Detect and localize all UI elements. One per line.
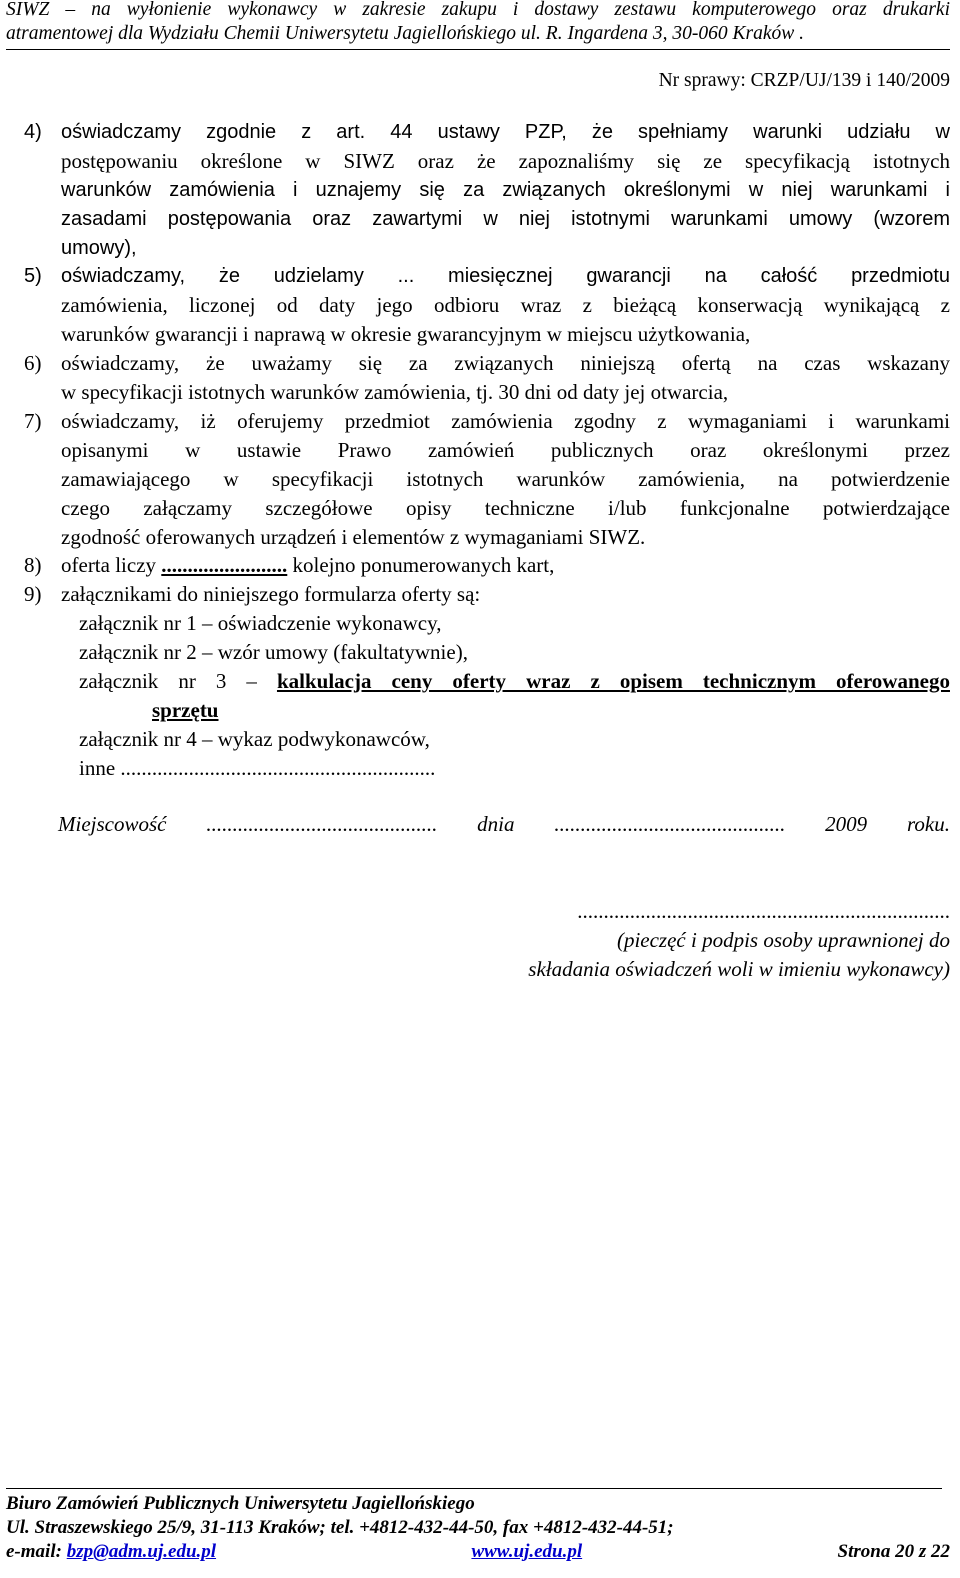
signature-caption-line1: (pieczęć i podpis osoby uprawnionej do: [616, 928, 950, 952]
attachment-2: załącznik nr 2 – wzór umowy (fakultatywnie),: [79, 640, 468, 664]
footer-website-link[interactable]: www.uj.edu.pl: [471, 1541, 583, 1562]
list-item-line: postępowaniu określone w SIWZ oraz że zapoznaliśmy się ze specyfikacją istotnych: [61, 149, 950, 173]
list-item-number: 8): [24, 553, 42, 577]
attachment-3: [79, 667, 950, 696]
page-count-suffix: kolejno ponumerowanych kart,: [292, 553, 555, 577]
case-number: Nr sprawy: CRZP/UJ/139 i 140/2009: [658, 70, 950, 91]
footer-email-link[interactable]: bzp@adm.uj.edu.pl: [66, 1541, 217, 1562]
page-count-label: oferta liczy: [61, 553, 157, 577]
list-item-number: 9): [24, 582, 42, 606]
list-item-line: umowy),: [61, 237, 137, 259]
footer-contact: [6, 1540, 950, 1564]
list-item-line: oświadczamy zgodnie z art. 44 ustawy PZP, że spełniamy warunki udziału w: [61, 121, 950, 143]
signature-caption-line2: składania oświadczeń woli w imieniu wykonawcy): [528, 957, 950, 981]
attachment-4: załącznik nr 4 – wykaz podwykonawców,: [79, 727, 430, 751]
list-item-number: 5): [24, 265, 42, 287]
list-item-number: 7): [24, 409, 42, 433]
header-title-line1: SIWZ – na wyłonienie wykonawcy w zakresie zakupu i dostawy zestawu komputerowego oraz drukarki: [6, 0, 950, 20]
list-item-line: opisanymi w ustawie Prawo zamówień publicznych oraz określonymi przez: [61, 438, 950, 462]
place-date-line[interactable]: Miejscowość ............................................ dnia ............................................ 2009 roku.: [58, 812, 950, 836]
header-title-line2: atramentowej dla Wydziału Chemii Uniwersytetu Jagiellońskiego ul. R. Ingardena 3, 30-060 Kraków .: [6, 23, 804, 44]
list-item-line: oświadczamy, iż oferujemy przedmiot zamówienia zgodny z wymaganiami i warunkami: [61, 409, 950, 433]
signature-dots[interactable]: .......................................................................: [577, 899, 950, 923]
list-item-line: zgodność oferowanych urządzeń i elementów z wymaganiami SIWZ.: [61, 525, 646, 549]
list-item-line: oświadczamy, że udzielamy ... miesięcznej gwarancji na całość przedmiotu: [61, 265, 950, 287]
list-item-line: zamówienia, liczonej od daty jego odbioru wraz z bieżącą konserwacją wynikającą z: [61, 293, 950, 317]
list-item-line: warunków zamówienia i uznajemy się za związanych określonymi w niej warunkami i: [61, 179, 950, 201]
list-item-line: w specyfikacji istotnych warunków zamówienia, tj. 30 dni od daty jej otwarcia,: [61, 380, 729, 404]
footer-page-number: Strona 20 z 22: [837, 1541, 950, 1562]
header-divider: [6, 49, 950, 50]
footer-email-label: e-mail:: [6, 1541, 67, 1562]
list-item-line: oświadczamy, że uważamy się za związanych niniejszą ofertą na czas wskazany: [61, 351, 950, 375]
attachment-3-prefix: załącznik nr 3 –: [79, 669, 277, 693]
footer-email-group: [6, 1540, 216, 1564]
footer-org: Biuro Zamówień Publicznych Uniwersytetu Jagiellońskiego: [6, 1493, 475, 1514]
attachment-3-title: kalkulacja ceny oferty wraz z opisem technicznym oferowanego: [276, 669, 950, 693]
attachment-other[interactable]: inne ............................................................: [79, 756, 436, 780]
footer-divider: [6, 1488, 942, 1489]
list-item-line: zasadami postępowania oraz zawartymi w niej istotnymi warunkami umowy (wzorem: [61, 208, 950, 230]
attachments-intro: załącznikami do niniejszego formularza oferty są:: [61, 582, 481, 606]
list-item-number: 4): [24, 121, 42, 143]
list-item-line: czego załączamy szczegółowe opisy techniczne i/lub funkcjonalne potwierdzające: [61, 496, 950, 520]
list-item-line: zamawiającego w specyfikacji istotnych warunków zamówienia, na potwierdzenie: [61, 467, 950, 491]
attachment-1: załącznik nr 1 – oświadczenie wykonawcy,: [79, 611, 442, 635]
list-item-number: 6): [24, 351, 42, 375]
page-count-blank[interactable]: ........................: [161, 553, 288, 577]
attachment-3-title-cont: sprzętu: [152, 698, 219, 722]
footer-address: Ul. Straszewskiego 25/9, 31-113 Kraków; tel. +4812-432-44-50, fax +4812-432-44-51;: [6, 1517, 674, 1538]
list-item-line: warunków gwarancji i naprawą w okresie gwarancyjnym w miejscu użytkowania,: [61, 322, 751, 346]
